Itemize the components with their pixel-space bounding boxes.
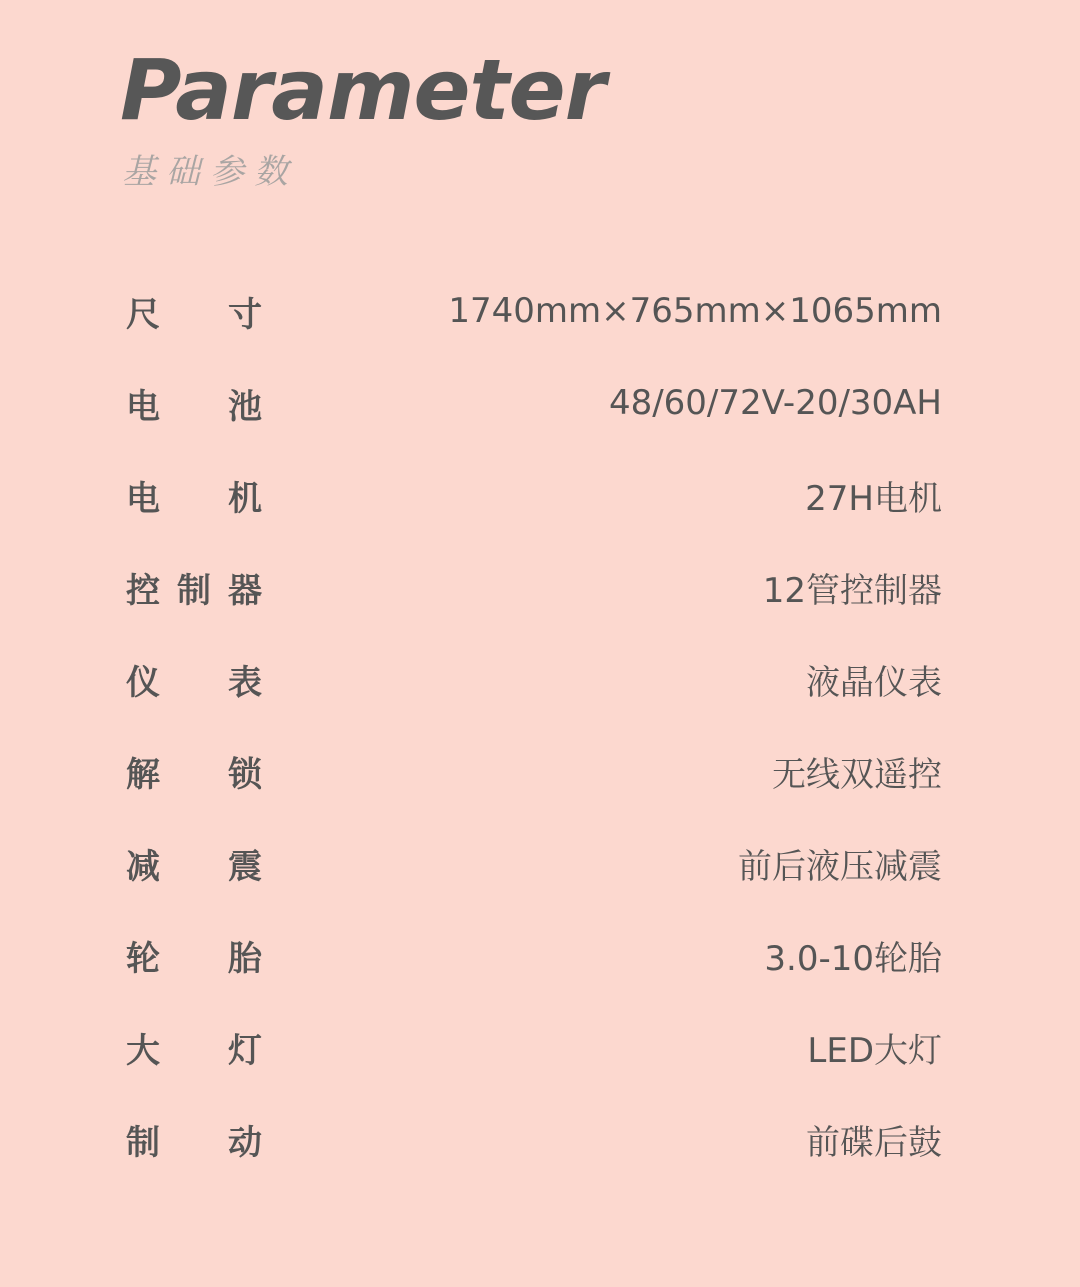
- spec-row-motor: [126, 449, 942, 541]
- spec-value-meter: 液晶仪表: [806, 662, 942, 703]
- spec-label-size: [126, 287, 262, 336]
- spec-label-char: 寸: [228, 294, 262, 335]
- spec-list: [126, 265, 942, 1185]
- spec-value-controller: 12管控制器: [762, 570, 942, 611]
- spec-label-char: 电: [126, 386, 160, 427]
- spec-label-char: 胎: [228, 938, 262, 979]
- spec-row-battery: [126, 357, 942, 449]
- spec-label-char: 制: [177, 570, 211, 611]
- spec-label-char: 轮: [126, 938, 160, 979]
- spec-label-char: 控: [126, 570, 160, 611]
- spec-label-char: 灯: [228, 1030, 262, 1071]
- spec-value-size: 1740mm×765mm×1065mm: [448, 291, 942, 331]
- spec-label-headlight: [126, 1023, 262, 1072]
- spec-label-char: 制: [126, 1122, 160, 1163]
- spec-label-meter: [126, 655, 262, 704]
- spec-label-controller: [126, 563, 262, 612]
- spec-value-brake: 前碟后鼓: [806, 1122, 942, 1163]
- page-subtitle: 基础参数: [122, 152, 298, 192]
- spec-value-tire: 3.0-10轮胎: [764, 938, 942, 979]
- spec-label-char: 大: [126, 1030, 160, 1071]
- spec-label-char: 器: [228, 570, 262, 611]
- spec-value-headlight: LED大灯: [807, 1030, 942, 1071]
- spec-value-suspension: 前后液压减震: [738, 846, 942, 887]
- page-title: Parameter: [120, 41, 606, 139]
- spec-label-char: 电: [126, 478, 160, 519]
- spec-value-unlock: 无线双遥控: [772, 754, 942, 795]
- spec-row-headlight: [126, 1001, 942, 1093]
- spec-label-char: 锁: [228, 754, 262, 795]
- spec-label-char: 尺: [126, 294, 160, 335]
- spec-row-suspension: [126, 817, 942, 909]
- spec-value-battery: 48/60/72V-20/30AH: [608, 383, 942, 423]
- spec-label-char: 解: [126, 754, 160, 795]
- spec-label-char: 池: [228, 386, 262, 427]
- spec-label-tire: [126, 931, 262, 980]
- spec-label-suspension: [126, 839, 262, 888]
- spec-row-size: [126, 265, 942, 357]
- spec-label-battery: [126, 379, 262, 428]
- spec-label-char: 机: [228, 478, 262, 519]
- spec-row-controller: [126, 541, 942, 633]
- spec-label-char: 减: [126, 846, 160, 887]
- spec-label-char: 仪: [126, 662, 160, 703]
- spec-label-unlock: [126, 747, 262, 796]
- spec-label-char: 动: [228, 1122, 262, 1163]
- spec-row-tire: [126, 909, 942, 1001]
- spec-label-motor: [126, 471, 262, 520]
- spec-value-motor: 27H电机: [805, 478, 942, 519]
- spec-label-char: 表: [228, 662, 262, 703]
- spec-row-unlock: [126, 725, 942, 817]
- spec-row-brake: [126, 1093, 942, 1185]
- spec-row-meter: [126, 633, 942, 725]
- spec-label-char: 震: [228, 846, 262, 887]
- spec-label-brake: [126, 1115, 262, 1164]
